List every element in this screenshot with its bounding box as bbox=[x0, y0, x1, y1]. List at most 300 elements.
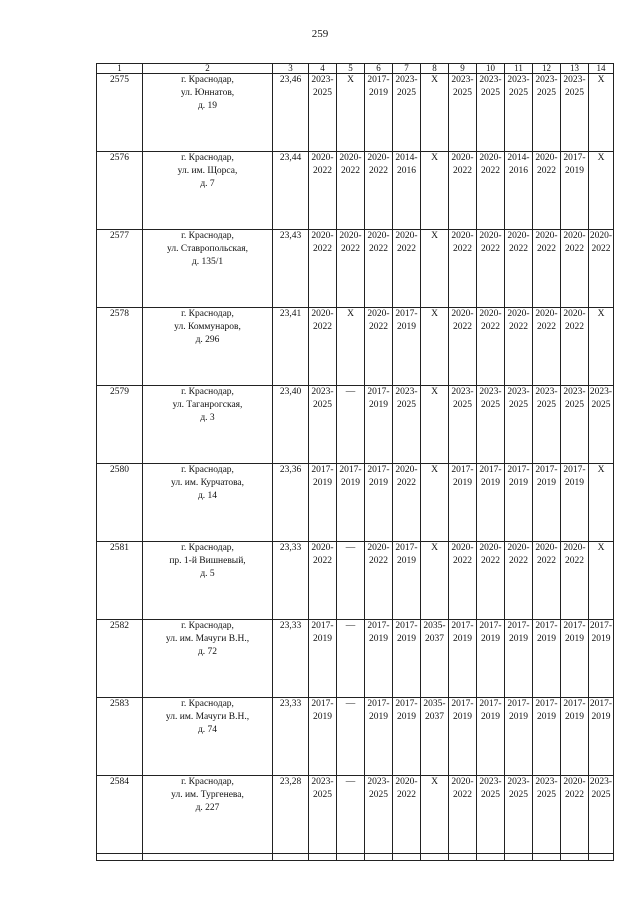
period-cell-text: 2020- 2022 bbox=[535, 543, 558, 566]
period-cell bbox=[505, 464, 533, 542]
area-cell bbox=[273, 776, 309, 854]
area-cell-text: 23,44 bbox=[279, 153, 302, 163]
area-cell-text: 23,36 bbox=[279, 465, 302, 475]
address-cell bbox=[143, 308, 273, 386]
period-cell-text: 2020- 2022 bbox=[395, 777, 418, 800]
period-cell-text: 2020- 2022 bbox=[507, 309, 530, 332]
period-cell-text: 2020- 2022 bbox=[339, 231, 362, 254]
period-cell bbox=[561, 308, 589, 386]
period-cell bbox=[561, 386, 589, 464]
area-cell bbox=[273, 152, 309, 230]
period-cell-text: 2017- 2019 bbox=[311, 465, 334, 488]
period-cell bbox=[505, 152, 533, 230]
period-cell bbox=[421, 698, 449, 776]
period-cell-text: 2023- 2025 bbox=[589, 777, 613, 800]
period-cell-text: — bbox=[345, 777, 356, 787]
period-cell bbox=[561, 776, 589, 854]
address-cell bbox=[143, 152, 273, 230]
period-cell-text: — bbox=[345, 387, 356, 397]
period-cell-text: Х bbox=[431, 543, 438, 553]
period-cell bbox=[505, 74, 533, 152]
column-header: 14 bbox=[589, 64, 614, 74]
period-cell bbox=[449, 152, 477, 230]
period-cell-text: 2023- 2025 bbox=[311, 387, 334, 410]
period-cell bbox=[449, 386, 477, 464]
period-cell-text: 2023- 2025 bbox=[507, 75, 530, 98]
row-number bbox=[97, 308, 143, 386]
period-cell bbox=[337, 386, 365, 464]
period-cell-text: 2020- 2022 bbox=[479, 543, 502, 566]
period-cell bbox=[589, 620, 614, 698]
period-cell-text: 2020- 2022 bbox=[589, 231, 613, 254]
period-cell bbox=[589, 698, 614, 776]
period-cell bbox=[421, 620, 449, 698]
period-cell-text: Х bbox=[597, 153, 605, 163]
row-number-text: 2580 bbox=[110, 465, 129, 475]
column-header: 8 bbox=[421, 64, 449, 74]
header-row bbox=[97, 64, 614, 74]
period-cell-text: 2017- 2019 bbox=[311, 621, 334, 644]
period-cell-text: 2023- 2025 bbox=[311, 75, 334, 98]
address-cell-text: г. Краснодар, пр. 1-й Вишневый, д. 5 bbox=[169, 543, 246, 579]
row-number-text: 2584 bbox=[110, 777, 129, 787]
column-header: 13 bbox=[561, 64, 589, 74]
period-cell bbox=[477, 776, 505, 854]
period-cell-text: — bbox=[345, 543, 356, 553]
address-cell bbox=[143, 542, 273, 620]
column-header: 3 bbox=[273, 64, 309, 74]
period-cell bbox=[533, 230, 561, 308]
period-cell bbox=[393, 776, 421, 854]
area-cell-text: 23,33 bbox=[279, 699, 302, 709]
address-cell-text: г. Краснодар, ул. им. Мачуги В.Н., д. 74 bbox=[165, 699, 250, 735]
address-cell bbox=[143, 464, 273, 542]
row-number-text: 2576 bbox=[110, 153, 129, 163]
row-number bbox=[97, 152, 143, 230]
period-cell-text: 2017- 2019 bbox=[367, 699, 390, 722]
column-header: 5 bbox=[337, 64, 365, 74]
period-cell bbox=[365, 464, 393, 542]
period-cell-text: Х bbox=[431, 75, 438, 85]
area-cell bbox=[273, 698, 309, 776]
period-cell bbox=[449, 74, 477, 152]
period-cell-text: 2020- 2022 bbox=[311, 543, 334, 566]
period-cell-text: 2035- 2037 bbox=[423, 699, 446, 722]
period-cell bbox=[309, 464, 337, 542]
address-cell bbox=[143, 74, 273, 152]
period-cell bbox=[505, 620, 533, 698]
period-cell-text: 2020- 2022 bbox=[367, 231, 390, 254]
period-cell-text: Х bbox=[347, 75, 354, 85]
period-cell-text: 2020- 2022 bbox=[451, 543, 474, 566]
period-cell bbox=[533, 308, 561, 386]
period-cell bbox=[589, 386, 614, 464]
period-cell-text: 2020- 2022 bbox=[367, 543, 390, 566]
period-cell bbox=[561, 74, 589, 152]
table-row bbox=[97, 308, 614, 386]
period-cell bbox=[505, 542, 533, 620]
address-cell-text: г. Краснодар, ул. Коммунаров, д. 296 bbox=[174, 309, 241, 345]
address-cell bbox=[143, 386, 273, 464]
period-cell bbox=[477, 620, 505, 698]
column-header: 4 bbox=[309, 64, 337, 74]
period-cell bbox=[561, 152, 589, 230]
period-cell-text: Х bbox=[597, 75, 605, 85]
period-cell-text: 2020- 2022 bbox=[367, 153, 390, 176]
period-cell bbox=[337, 74, 365, 152]
row-number bbox=[97, 776, 143, 854]
address-cell-text: г. Краснодар, ул. Ставропольская, д. 135/1 bbox=[167, 231, 248, 267]
period-cell bbox=[561, 542, 589, 620]
row-number bbox=[97, 230, 143, 308]
empty-cell bbox=[393, 854, 421, 861]
empty-cell bbox=[421, 854, 449, 861]
period-cell-text: 2020- 2022 bbox=[311, 309, 334, 332]
period-cell-text: 2020- 2022 bbox=[563, 543, 586, 566]
period-cell bbox=[505, 230, 533, 308]
housing-register-table bbox=[96, 63, 614, 861]
period-cell-text: 2023- 2025 bbox=[451, 75, 474, 98]
row-number-text: 2575 bbox=[110, 75, 129, 85]
period-cell-text: — bbox=[345, 621, 356, 631]
period-cell-text: 2017- 2019 bbox=[507, 465, 530, 488]
period-cell bbox=[309, 74, 337, 152]
period-cell bbox=[421, 386, 449, 464]
page-number: 259 bbox=[311, 28, 329, 40]
period-cell-text: 2020- 2022 bbox=[311, 153, 334, 176]
period-cell-text: 2020- 2022 bbox=[563, 777, 586, 800]
empty-cell bbox=[477, 854, 505, 861]
empty-cell bbox=[273, 854, 309, 861]
period-cell bbox=[393, 464, 421, 542]
period-cell bbox=[337, 308, 365, 386]
period-cell-text: 2020- 2022 bbox=[535, 231, 558, 254]
row-number-text: 2578 bbox=[110, 309, 129, 319]
period-cell-text: 2017- 2019 bbox=[451, 621, 474, 644]
period-cell bbox=[505, 776, 533, 854]
area-cell-text: 23,40 bbox=[279, 387, 302, 397]
period-cell-text: Х bbox=[431, 777, 438, 787]
period-cell bbox=[449, 698, 477, 776]
period-cell-text: 2017- 2019 bbox=[535, 699, 558, 722]
address-cell bbox=[143, 230, 273, 308]
period-cell-text: 2017- 2019 bbox=[367, 621, 390, 644]
period-cell bbox=[365, 230, 393, 308]
period-cell bbox=[477, 464, 505, 542]
period-cell bbox=[421, 230, 449, 308]
period-cell bbox=[309, 230, 337, 308]
period-cell-text: 2023- 2025 bbox=[563, 387, 586, 410]
table-row bbox=[97, 74, 614, 152]
period-cell bbox=[589, 308, 614, 386]
table-row bbox=[97, 152, 614, 230]
period-cell-text: 2014- 2016 bbox=[395, 153, 418, 176]
period-cell bbox=[421, 464, 449, 542]
empty-cell bbox=[449, 854, 477, 861]
area-cell-text: 23,41 bbox=[279, 309, 302, 319]
period-cell bbox=[393, 386, 421, 464]
period-cell-text: 2017- 2019 bbox=[395, 543, 418, 566]
row-number bbox=[97, 74, 143, 152]
row-number-text: 2579 bbox=[110, 387, 129, 397]
period-cell-text: 2023- 2025 bbox=[589, 387, 613, 410]
period-cell bbox=[365, 776, 393, 854]
area-cell bbox=[273, 74, 309, 152]
period-cell bbox=[393, 308, 421, 386]
period-cell bbox=[337, 542, 365, 620]
column-header: 12 bbox=[533, 64, 561, 74]
period-cell-text: 2017- 2019 bbox=[395, 621, 418, 644]
column-header: 2 bbox=[143, 64, 273, 74]
column-header: 1 bbox=[97, 64, 143, 74]
row-number-text: 2581 bbox=[110, 543, 129, 553]
period-cell bbox=[365, 74, 393, 152]
empty-cell bbox=[337, 854, 365, 861]
period-cell bbox=[421, 74, 449, 152]
empty-cell bbox=[589, 854, 614, 861]
period-cell bbox=[589, 542, 614, 620]
period-cell bbox=[533, 464, 561, 542]
period-cell bbox=[393, 620, 421, 698]
address-cell-text: г. Краснодар, ул. Юннатов, д. 19 bbox=[180, 75, 235, 111]
period-cell-text: 2023- 2025 bbox=[451, 387, 474, 410]
period-cell-text: 2023- 2025 bbox=[479, 777, 502, 800]
period-cell bbox=[337, 152, 365, 230]
area-cell bbox=[273, 542, 309, 620]
area-cell bbox=[273, 308, 309, 386]
period-cell bbox=[365, 542, 393, 620]
period-cell-text: 2020- 2022 bbox=[563, 231, 586, 254]
period-cell-text: 2017- 2019 bbox=[395, 699, 418, 722]
period-cell bbox=[449, 776, 477, 854]
period-cell-text: 2017- 2019 bbox=[311, 699, 334, 722]
period-cell-text: 2035- 2037 bbox=[423, 621, 446, 644]
period-cell bbox=[309, 776, 337, 854]
address-cell-text: г. Краснодар, ул. им. Мачуги В.Н., д. 72 bbox=[165, 621, 250, 657]
area-cell-text: 23,33 bbox=[279, 543, 302, 553]
period-cell bbox=[449, 620, 477, 698]
address-cell bbox=[143, 620, 273, 698]
period-cell-text: 2017- 2019 bbox=[479, 465, 502, 488]
period-cell bbox=[337, 464, 365, 542]
period-cell-text: 2023- 2025 bbox=[507, 387, 530, 410]
address-cell-text: г. Краснодар, ул. им. Щорса, д. 7 bbox=[177, 153, 238, 189]
row-number-text: 2582 bbox=[110, 621, 129, 631]
period-cell-text: 2020- 2022 bbox=[311, 231, 334, 254]
area-cell bbox=[273, 464, 309, 542]
area-cell-text: 23,43 bbox=[279, 231, 302, 241]
period-cell-text: 2020- 2022 bbox=[535, 153, 558, 176]
period-cell-text: Х bbox=[431, 465, 438, 475]
period-cell bbox=[393, 74, 421, 152]
period-cell-text: 2017- 2019 bbox=[507, 621, 530, 644]
address-cell-text: г. Краснодар, ул. им. Тургенева, д. 227 bbox=[171, 777, 244, 813]
period-cell-text: 2023- 2025 bbox=[479, 75, 502, 98]
period-cell-text: 2020- 2022 bbox=[479, 309, 502, 332]
period-cell bbox=[337, 698, 365, 776]
column-header: 10 bbox=[477, 64, 505, 74]
period-cell bbox=[309, 386, 337, 464]
period-cell bbox=[309, 698, 337, 776]
period-cell bbox=[505, 386, 533, 464]
table-row bbox=[97, 776, 614, 854]
period-cell bbox=[421, 776, 449, 854]
period-cell bbox=[393, 152, 421, 230]
area-cell-text: 23,28 bbox=[279, 777, 302, 787]
period-cell bbox=[505, 308, 533, 386]
period-cell bbox=[449, 230, 477, 308]
period-cell-text: 2017- 2019 bbox=[339, 465, 362, 488]
period-cell-text: 2020- 2022 bbox=[367, 309, 390, 332]
period-cell-text: 2017- 2019 bbox=[367, 75, 390, 98]
period-cell bbox=[561, 230, 589, 308]
area-cell bbox=[273, 230, 309, 308]
period-cell bbox=[365, 308, 393, 386]
period-cell-text: 2020- 2022 bbox=[451, 309, 474, 332]
period-cell bbox=[393, 230, 421, 308]
period-cell-text: 2020- 2022 bbox=[563, 309, 586, 332]
row-number bbox=[97, 620, 143, 698]
period-cell bbox=[365, 698, 393, 776]
period-cell-text: 2020- 2022 bbox=[339, 153, 362, 176]
row-number bbox=[97, 386, 143, 464]
period-cell-text: 2023- 2025 bbox=[563, 75, 586, 98]
column-header: 7 bbox=[393, 64, 421, 74]
period-cell bbox=[477, 698, 505, 776]
period-cell-text: 2020- 2022 bbox=[479, 153, 502, 176]
area-cell-text: 23,46 bbox=[279, 75, 302, 85]
period-cell-text: 2023- 2025 bbox=[535, 777, 558, 800]
period-cell-text: 2020- 2022 bbox=[507, 231, 530, 254]
period-cell bbox=[477, 74, 505, 152]
row-number-text: 2577 bbox=[110, 231, 129, 241]
period-cell bbox=[533, 776, 561, 854]
period-cell-text: 2023- 2025 bbox=[311, 777, 334, 800]
period-cell bbox=[533, 152, 561, 230]
period-cell-text: Х bbox=[431, 153, 438, 163]
empty-cell bbox=[505, 854, 533, 861]
period-cell bbox=[337, 776, 365, 854]
period-cell bbox=[561, 698, 589, 776]
period-cell bbox=[421, 542, 449, 620]
period-cell-text: Х bbox=[431, 231, 438, 241]
period-cell-text: 2020- 2022 bbox=[451, 777, 474, 800]
empty-cell bbox=[143, 854, 273, 861]
table-row bbox=[97, 698, 614, 776]
column-header: 11 bbox=[505, 64, 533, 74]
period-cell bbox=[477, 542, 505, 620]
period-cell bbox=[505, 698, 533, 776]
address-cell bbox=[143, 776, 273, 854]
row-number bbox=[97, 698, 143, 776]
period-cell bbox=[449, 542, 477, 620]
period-cell bbox=[533, 698, 561, 776]
period-cell-text: 2020- 2022 bbox=[395, 465, 418, 488]
period-cell-text: 2017- 2019 bbox=[535, 621, 558, 644]
period-cell-text: 2017- 2019 bbox=[563, 153, 586, 176]
period-cell-text: 2020- 2022 bbox=[479, 231, 502, 254]
row-number bbox=[97, 464, 143, 542]
row-number-text: 2583 bbox=[110, 699, 129, 709]
period-cell-text: 2017- 2019 bbox=[535, 465, 558, 488]
period-cell-text: 2020- 2022 bbox=[451, 153, 474, 176]
empty-cell bbox=[365, 854, 393, 861]
period-cell bbox=[309, 152, 337, 230]
empty-cell bbox=[561, 854, 589, 861]
period-cell-text: 2020- 2022 bbox=[507, 543, 530, 566]
period-cell bbox=[365, 386, 393, 464]
period-cell-text: 2017- 2019 bbox=[563, 465, 586, 488]
period-cell-text: 2023- 2025 bbox=[479, 387, 502, 410]
period-cell-text: 2017- 2019 bbox=[451, 699, 474, 722]
period-cell bbox=[421, 152, 449, 230]
period-cell-text: 2017- 2019 bbox=[507, 699, 530, 722]
period-cell-text: Х bbox=[431, 387, 438, 397]
area-cell bbox=[273, 620, 309, 698]
empty-cell bbox=[97, 854, 143, 861]
period-cell-text: 2017- 2019 bbox=[367, 465, 390, 488]
period-cell bbox=[309, 542, 337, 620]
address-cell bbox=[143, 698, 273, 776]
period-cell-text: 2017- 2019 bbox=[479, 699, 502, 722]
period-cell-text: Х bbox=[347, 309, 354, 319]
period-cell bbox=[533, 542, 561, 620]
period-cell bbox=[589, 230, 614, 308]
table-row bbox=[97, 386, 614, 464]
period-cell bbox=[589, 464, 614, 542]
table-row bbox=[97, 542, 614, 620]
period-cell-text: 2023- 2025 bbox=[535, 75, 558, 98]
period-cell-text: Х bbox=[597, 543, 605, 553]
table-row bbox=[97, 620, 614, 698]
period-cell bbox=[477, 230, 505, 308]
period-cell bbox=[533, 386, 561, 464]
period-cell-text: 2020- 2022 bbox=[535, 309, 558, 332]
period-cell-text: 2017- 2019 bbox=[563, 621, 586, 644]
period-cell-text: 2020- 2022 bbox=[451, 231, 474, 254]
address-cell-text: г. Краснодар, ул. Таганрогская, д. 3 bbox=[172, 387, 243, 423]
period-cell bbox=[449, 308, 477, 386]
period-cell bbox=[477, 152, 505, 230]
area-cell-text: 23,33 bbox=[279, 621, 302, 631]
period-cell bbox=[421, 308, 449, 386]
period-cell bbox=[449, 464, 477, 542]
column-header: 9 bbox=[449, 64, 477, 74]
period-cell-text: 2020- 2022 bbox=[395, 231, 418, 254]
period-cell bbox=[393, 542, 421, 620]
empty-cell bbox=[533, 854, 561, 861]
period-cell-text: 2023- 2025 bbox=[395, 387, 418, 410]
period-cell bbox=[589, 74, 614, 152]
period-cell-text: 2023- 2025 bbox=[367, 777, 390, 800]
period-cell-text: Х bbox=[597, 309, 605, 319]
period-cell bbox=[589, 776, 614, 854]
table-row bbox=[97, 230, 614, 308]
column-header: 6 bbox=[365, 64, 393, 74]
period-cell bbox=[337, 230, 365, 308]
period-cell-text: 2014- 2016 bbox=[507, 153, 530, 176]
area-cell bbox=[273, 386, 309, 464]
period-cell bbox=[561, 620, 589, 698]
period-cell-text: Х bbox=[597, 465, 605, 475]
period-cell-text: 2023- 2025 bbox=[507, 777, 530, 800]
period-cell-text: 2017- 2019 bbox=[451, 465, 474, 488]
period-cell-text: 2017- 2019 bbox=[589, 699, 613, 722]
table-tail-row bbox=[97, 854, 614, 861]
period-cell-text: 2017- 2019 bbox=[367, 387, 390, 410]
period-cell-text: 2017- 2019 bbox=[479, 621, 502, 644]
period-cell bbox=[309, 620, 337, 698]
